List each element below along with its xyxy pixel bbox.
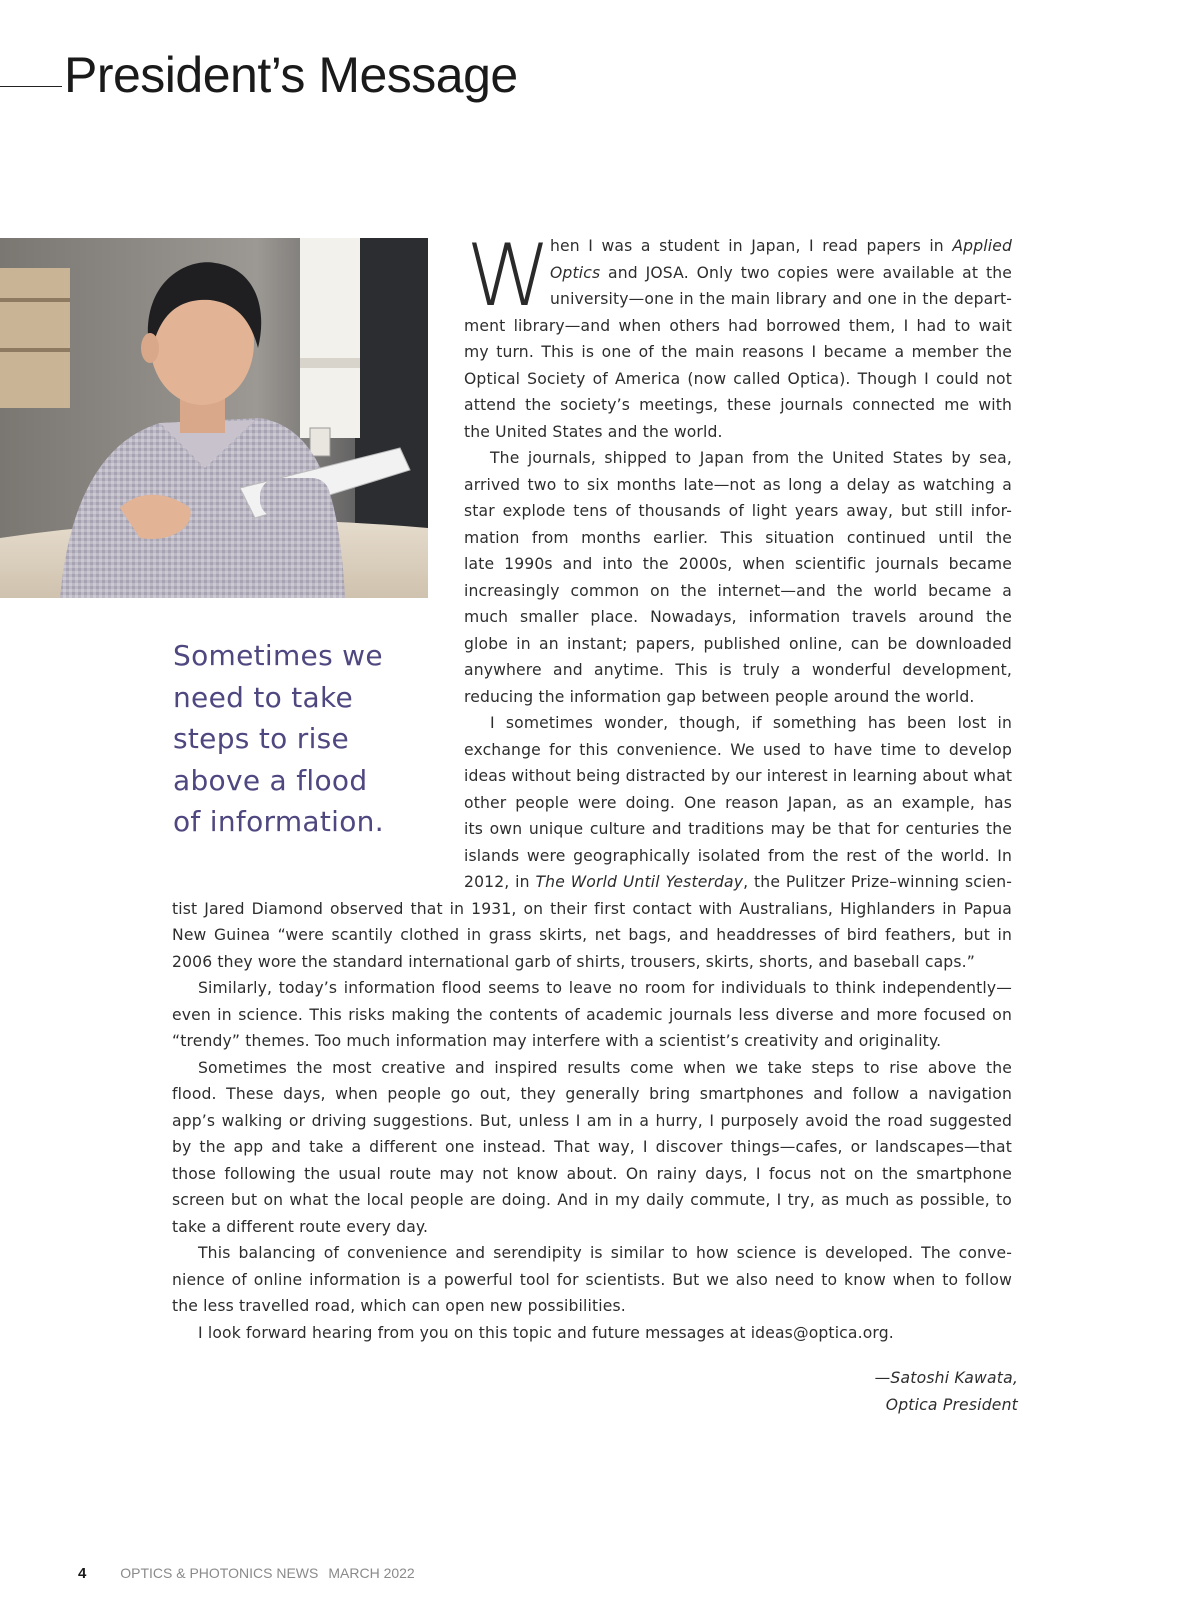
line-text: my turn. This is one of the main reasons I became a member the <box>464 343 1012 361</box>
article-line <box>464 687 1012 707</box>
line-text: reducing the information gap between people around the world. <box>464 687 975 706</box>
line-text: the less travelled road, which can open new possibilities. <box>172 1297 626 1315</box>
article-line <box>464 316 1012 336</box>
line-text: anywhere and anytime. This is truly a wonderful development, <box>464 661 1012 679</box>
line-text: other people were doing. One reason Japan, as an example, has <box>464 793 1012 812</box>
article-line <box>464 766 1012 786</box>
article-line <box>172 1296 1012 1316</box>
article-line <box>464 793 1012 813</box>
line-text: the United States and the world. <box>464 422 723 441</box>
page-title: President’s Message <box>64 47 518 103</box>
line-text: Sometimes the most creative and inspired results come when we take steps to rise above the <box>198 1058 1012 1077</box>
article-line <box>464 369 1012 389</box>
line-text: late 1990s and into the 2000s, when scientific journals became <box>464 555 1012 573</box>
article-line <box>172 1164 1012 1184</box>
article-line <box>464 581 1012 601</box>
line-text: by the app and take a different one instead. That way, I discover things—cafes, or landscapes—that <box>172 1138 1012 1156</box>
line-text: The journals, shipped to Japan from the United States by sea, <box>490 449 1012 467</box>
article-line <box>198 978 1012 998</box>
article-line <box>172 925 1012 945</box>
issue-date: MARCH 2022 <box>328 1565 415 1581</box>
pull-quote-line: steps to rise <box>173 722 350 755</box>
line-text: arrived two to six months late—not as long a delay as watching a <box>464 475 1012 494</box>
line-text: increasingly common on the internet—and the world became a <box>464 581 1012 600</box>
line-text: Similarly, today’s information flood seems to leave no room for individuals to think independently— <box>198 979 1012 997</box>
italic-title: Optics <box>550 263 601 282</box>
article-line <box>490 448 1012 468</box>
italic-title: Applied <box>952 237 1012 255</box>
line-text: take a different route every day. <box>172 1217 429 1236</box>
line-text: globe in an instant; papers, published online, can be downloaded <box>464 634 1012 653</box>
line-text: “trendy” themes. Too much information may interfere with a scientist’s creativity and originality. <box>172 1032 942 1050</box>
article-line <box>464 660 1012 680</box>
article-line <box>464 501 1012 521</box>
line-text: attend the society’s meetings, these journals connected me with <box>464 396 1012 414</box>
article-line <box>172 1084 1012 1104</box>
line-text: screen but on what the local people are doing. And in my daily commute, I try, as much as possible, to <box>172 1191 1012 1209</box>
line-text: and JOSA. Only two copies were available at the <box>600 263 1012 282</box>
article-line <box>464 872 1012 892</box>
publication-name: OPTICS & PHOTONICS NEWS <box>120 1565 319 1581</box>
pull-quote-line: Sometimes we <box>173 639 383 672</box>
article-line <box>464 740 1012 760</box>
line-text: hen I was a student in Japan, I read papers in <box>550 237 953 255</box>
article-line <box>464 475 1012 495</box>
line-text: 2012, in <box>464 873 536 891</box>
article-line <box>464 819 1012 839</box>
article-line <box>464 528 1012 548</box>
line-text: I look forward hearing from you on this topic and future messages at ideas@optica.org. <box>198 1323 894 1342</box>
article-line <box>464 846 1012 866</box>
line-text: ideas without being distracted by our interest in learning about what <box>464 767 1013 785</box>
article-line <box>172 1270 1012 1290</box>
article-line <box>172 1111 1012 1131</box>
line-text: nience of online information is a powerful tool for scientists. But we also need to know when to follow <box>172 1270 1012 1289</box>
line-text: university—one in the main library and one in the depart- <box>550 290 1012 308</box>
line-text: even in science. This risks making the contents of academic journals less diverse and more focused on <box>172 1005 1012 1024</box>
article-line <box>490 713 1012 733</box>
line-text: ment library—and when others had borrowed them, I had to wait <box>464 316 1012 335</box>
drop-cap: W <box>466 226 552 326</box>
article-line <box>172 1137 1012 1157</box>
line-text: exchange for this convenience. We used to have time to develop <box>464 740 1012 759</box>
article-line <box>550 263 1012 283</box>
article-line <box>172 899 1012 919</box>
italic-title: The World Until Yesterday <box>535 873 744 891</box>
line-text: New Guinea “were scantily clothed in grass skirts, net bags, and headdresses of bird feathers, but in <box>172 926 1012 944</box>
article-line <box>198 1243 1012 1263</box>
article-line <box>464 607 1012 627</box>
signature-title: Optica President <box>885 1396 1018 1414</box>
pull-quote-line: of information. <box>173 805 384 838</box>
line-text: tist Jared Diamond observed that in 1931, on their first contact with Australians, Highlanders in Papua <box>172 899 1012 918</box>
pull-quote-line: need to take <box>173 680 354 714</box>
article-line <box>464 422 1012 442</box>
article-line <box>172 1005 1012 1025</box>
article-line <box>172 1217 1012 1237</box>
line-text: This balancing of convenience and serendipity is similar to how science is developed. The conve- <box>198 1244 1012 1262</box>
article-line <box>464 395 1012 415</box>
article-line <box>172 1190 1012 1210</box>
line-text: much smaller place. Nowadays, information travels around the <box>464 608 1012 626</box>
line-text: those following the usual route may not know about. On rainy days, I focus not on the smartphone <box>172 1164 1012 1183</box>
line-text: mation from months earlier. This situation continued until the <box>464 528 1012 547</box>
page-footer <box>78 1565 415 1582</box>
article-line <box>550 236 1012 256</box>
line-text: flood. These days, when people go out, they generally bring smartphones and follow a navigation <box>172 1085 1012 1103</box>
article-line <box>198 1323 1012 1343</box>
line-text: 2006 they wore the standard international garb of shirts, trousers, skirts, shorts, and baseball caps.” <box>172 952 975 971</box>
line-text: star explode tens of thousands of light years away, but still infor- <box>464 502 1012 520</box>
article-line <box>464 634 1012 654</box>
article-line <box>550 289 1012 309</box>
line-text: app’s walking or driving suggestions. But, unless I am in a hurry, I purposely avoid the road suggested <box>172 1111 1012 1130</box>
pull-quote-line: above a flood <box>173 763 368 797</box>
signature-name: —Satoshi Kawata, <box>874 1369 1018 1387</box>
article-line <box>464 342 1012 362</box>
page-number: 4 <box>78 1565 87 1582</box>
article-line <box>464 554 1012 574</box>
line-text: its own unique culture and traditions may be that for centuries the <box>464 820 1012 838</box>
line-text: , the Pulitzer Prize–winning scien- <box>743 873 1013 891</box>
article-line <box>172 1031 1012 1051</box>
line-text: Optical Society of America (now called Optica). Though I could not <box>464 369 1012 388</box>
line-text: I sometimes wonder, though, if something has been lost in <box>490 714 1012 732</box>
article-line <box>172 952 1012 972</box>
article-line <box>198 1058 1012 1078</box>
line-text: islands were geographically isolated from the rest of the world. In <box>464 846 1012 865</box>
signature <box>875 1365 1018 1419</box>
